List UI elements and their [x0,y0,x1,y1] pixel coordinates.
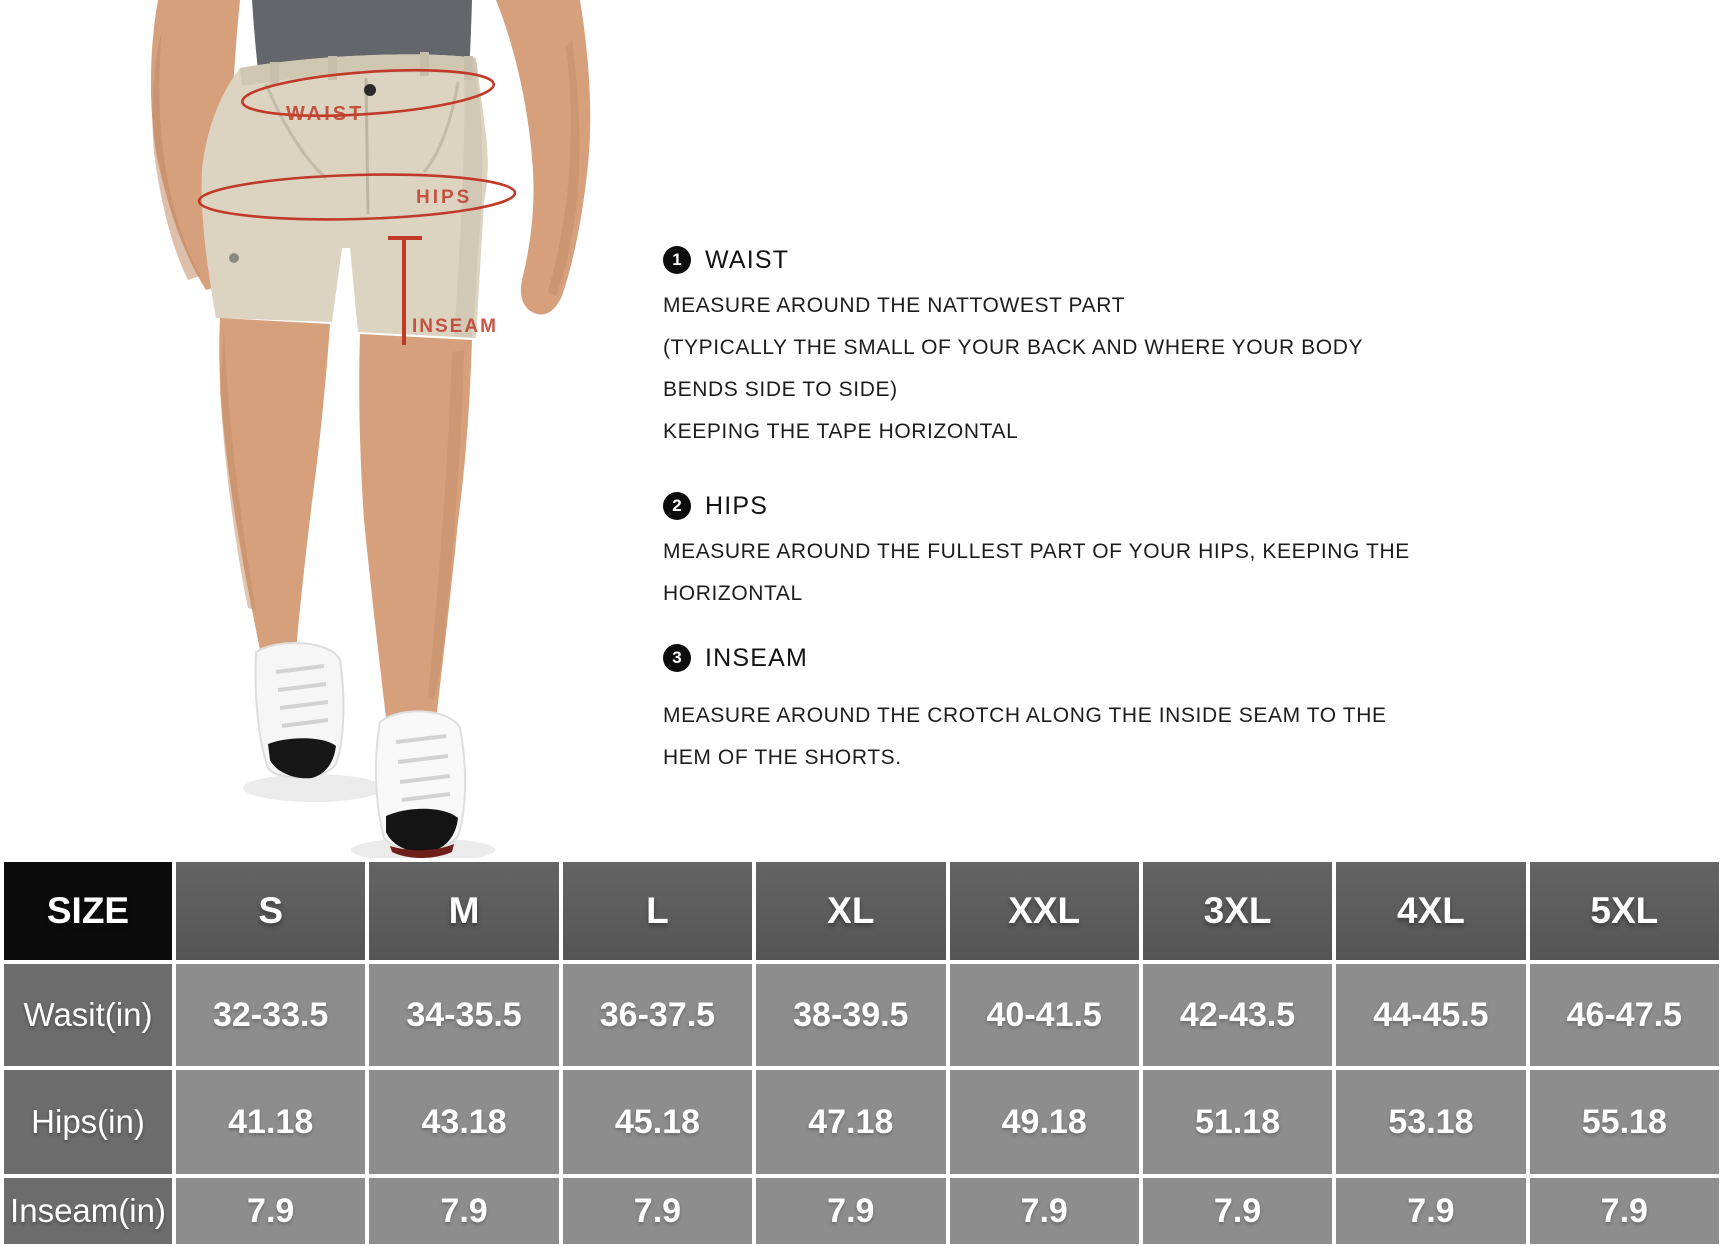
zipper-pull [229,253,239,263]
instruction-heading [663,641,1673,675]
waist-value: 34-35.5 [369,964,558,1066]
hips-value: 49.18 [950,1070,1139,1174]
instruction-heading [663,489,1673,523]
waist-value: 32-33.5 [176,964,365,1066]
measuring-instructions [663,243,1673,779]
size-header-4xl: 4XL [1336,862,1525,960]
instruction-section-inseam [663,641,1673,779]
instruction-line: BENDS SIDE TO SIDE) [663,378,898,401]
belt-loop [270,62,279,86]
fly-seam [366,78,368,214]
waist-value: 40-41.5 [950,964,1139,1066]
size-header-xxl: XXL [950,862,1139,960]
instruction-body [663,285,1673,453]
waist-value: 44-45.5 [1336,964,1525,1066]
shoe-shadow [243,774,383,802]
number-badge-3: 3 [663,644,691,672]
instruction-section-hips [663,489,1673,615]
inseam-value: 7.9 [563,1178,752,1244]
waist-value: 36-37.5 [563,964,752,1066]
hips-value: 47.18 [756,1070,945,1174]
instruction-line: MEASURE AROUND THE CROTCH ALONG THE INSIDE SEAM TO THE [663,704,1387,727]
row-label-inseam: Inseam(in) [4,1178,172,1244]
hips-value: 41.18 [176,1070,365,1174]
belt-loop [420,52,429,76]
instruction-line: KEEPING THE TAPE HORIZONTAL [663,420,1019,443]
instruction-body [663,531,1673,615]
instruction-title: INSEAM [705,643,809,672]
inseam-value: 7.9 [1336,1178,1525,1244]
instruction-heading [663,243,1673,277]
instruction-line: MEASURE AROUND THE FULLEST PART OF YOUR HIPS, KEEPING THE [663,540,1410,563]
inseam-label: INSEAM [412,316,498,337]
inseam-value: 7.9 [369,1178,558,1244]
model-illustration [128,0,608,862]
instruction-section-waist [663,243,1673,453]
instruction-line: (TYPICALLY THE SMALL OF YOUR BACK AND WHERE YOUR BODY [663,336,1364,359]
size-header-s: S [176,862,365,960]
row-label-hips: Hips(in) [4,1070,172,1174]
size-column-header: SIZE [4,862,172,960]
row-label-waist: Wasit(in) [4,964,172,1066]
waist-value: 38-39.5 [756,964,945,1066]
hips-value: 51.18 [1143,1070,1332,1174]
shorts-button [364,84,376,96]
number-badge-2: 2 [663,492,691,520]
instruction-title: HIPS [705,491,769,520]
inseam-value: 7.9 [176,1178,365,1244]
hips-value: 45.18 [563,1070,752,1174]
number-badge-1: 1 [663,246,691,274]
inseam-value: 7.9 [756,1178,945,1244]
size-header-m: M [369,862,558,960]
waist-label: WAIST [286,103,365,125]
inseam-value: 7.9 [1143,1178,1332,1244]
hips-label: HIPS [416,187,473,208]
hips-value: 55.18 [1530,1070,1719,1174]
instruction-line: HORIZONTAL [663,582,803,605]
instruction-line: HEM OF THE SHORTS. [663,746,902,769]
size-header-xl: XL [756,862,945,960]
inseam-value: 7.9 [1530,1178,1719,1244]
instruction-title: WAIST [705,245,790,274]
waist-value: 46-47.5 [1530,964,1719,1066]
hips-value: 43.18 [369,1070,558,1174]
inseam-value: 7.9 [950,1178,1139,1244]
hips-value: 53.18 [1336,1070,1525,1174]
waist-value: 42-43.5 [1143,964,1332,1066]
size-header-3xl: 3XL [1143,862,1332,960]
size-table [0,858,1723,1246]
size-header-5xl: 5XL [1530,862,1719,960]
model-photo [128,0,608,862]
instruction-body [663,695,1673,779]
size-header-l: L [563,862,752,960]
instruction-line: MEASURE AROUND THE NATTOWEST PART [663,294,1126,317]
